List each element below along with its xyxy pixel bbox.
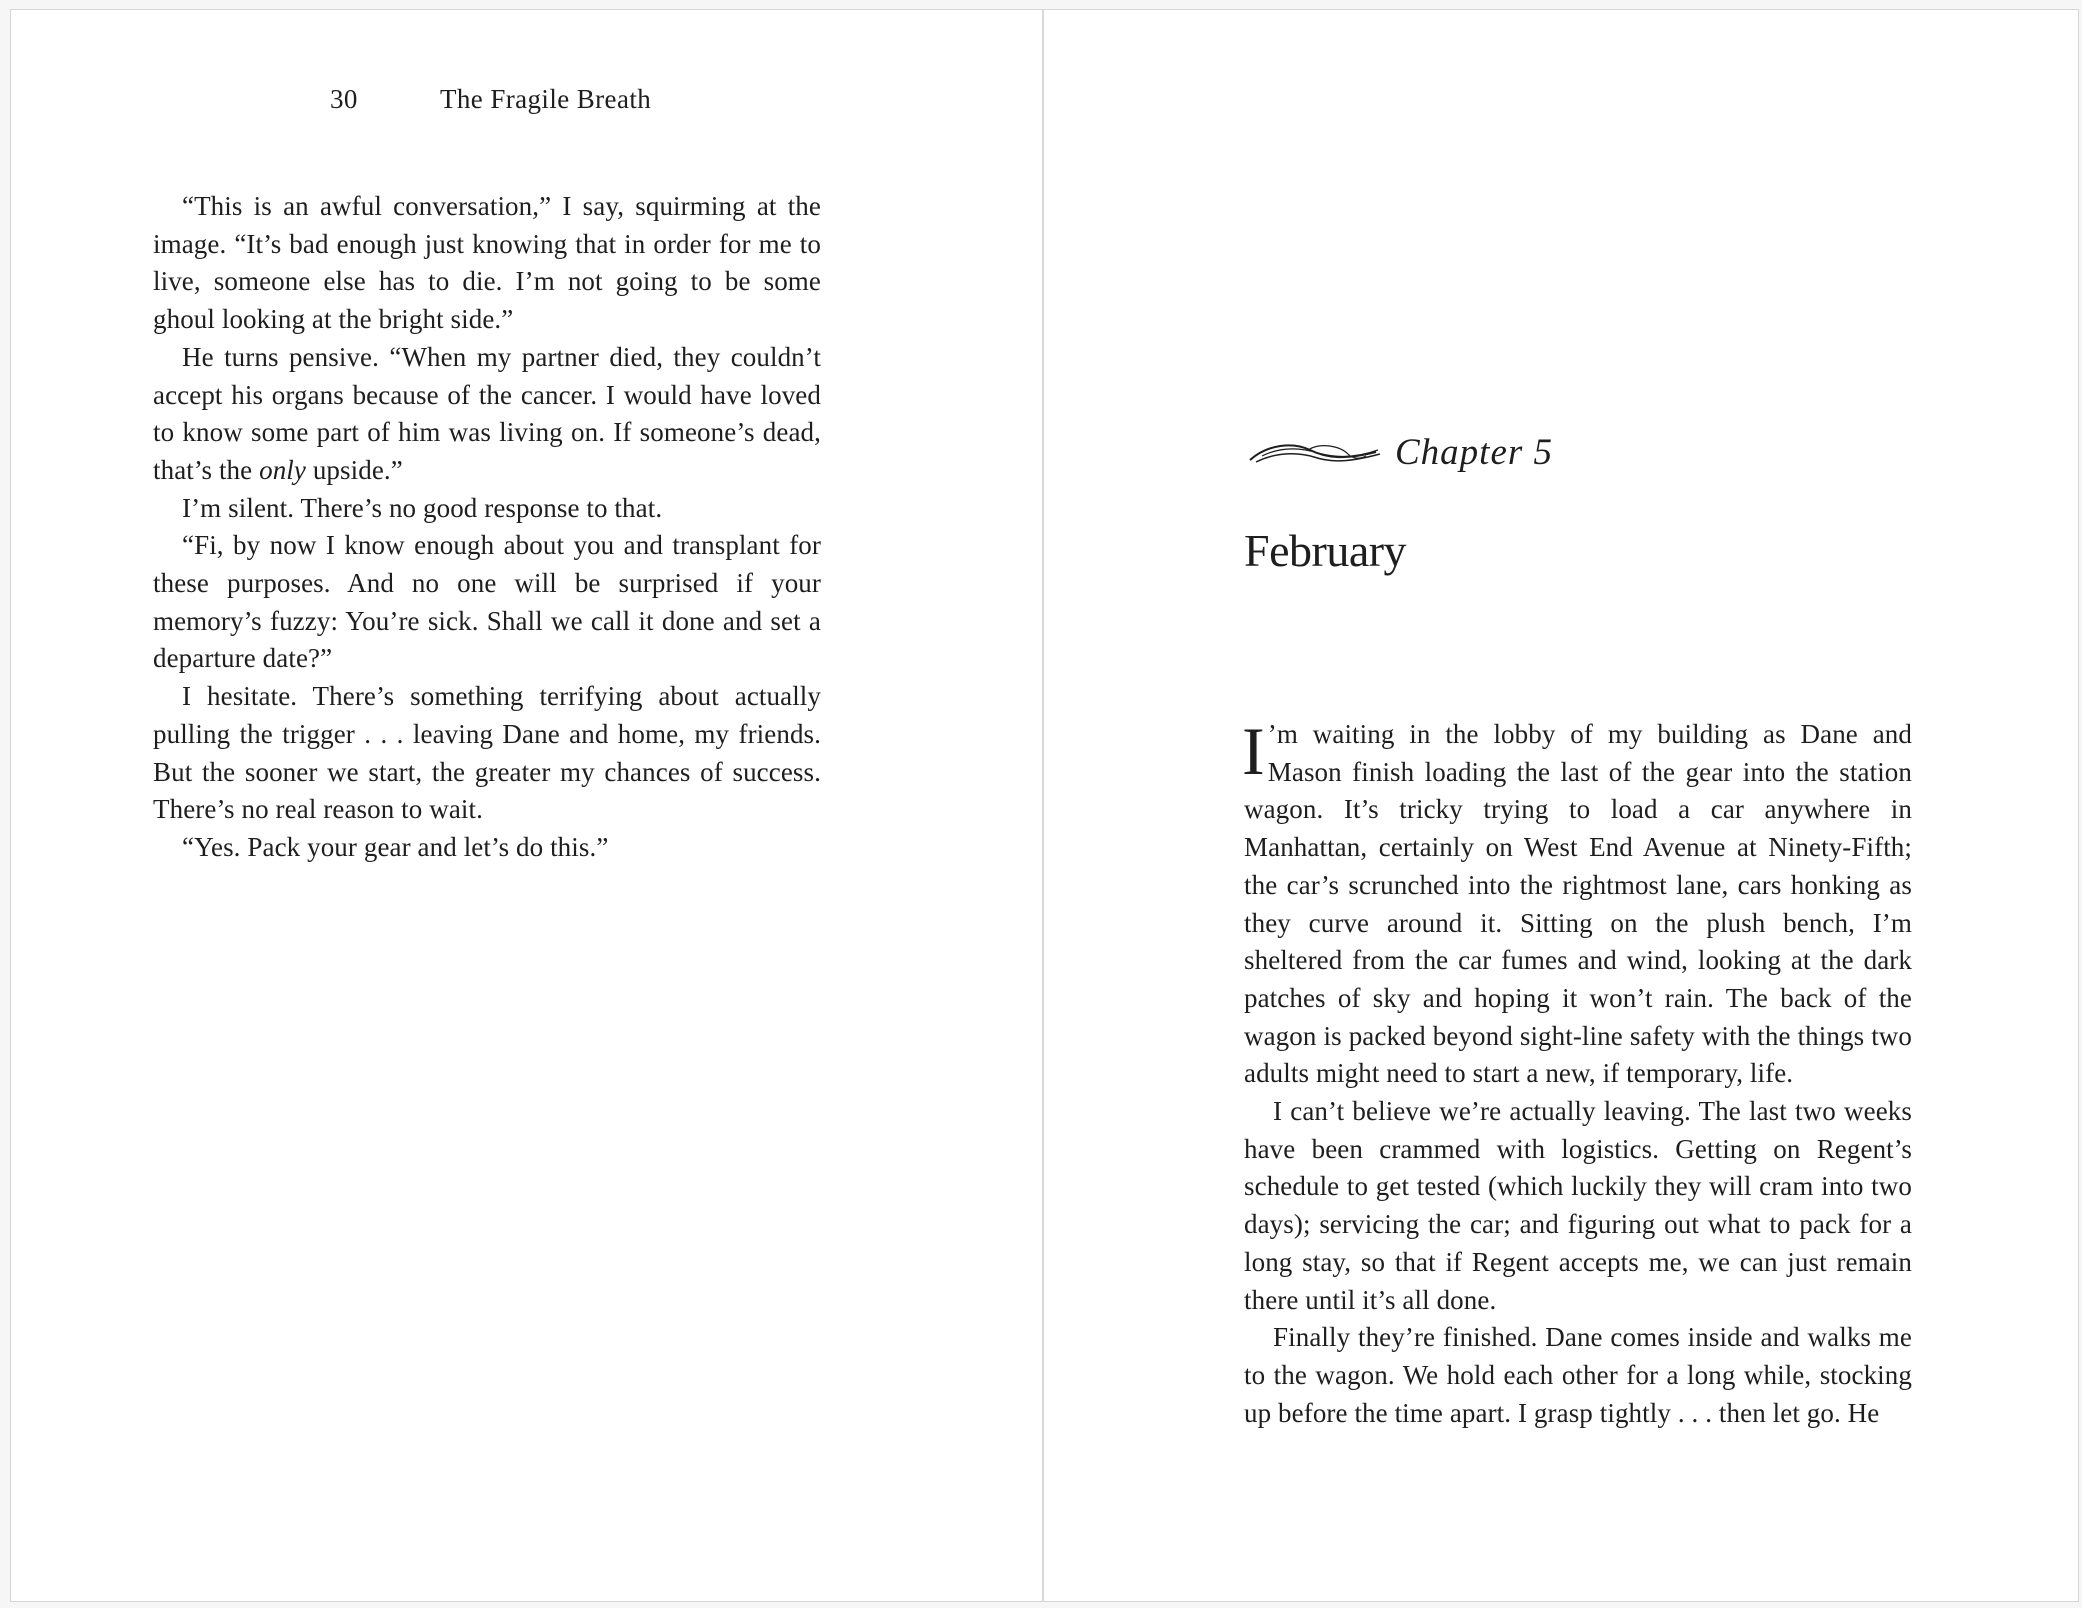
running-title: The Fragile Breath — [440, 84, 652, 114]
running-head — [330, 84, 651, 115]
paragraph: “Fi, by now I know enough about you and transplant for these purposes. And no one will be surprised if your memory’s fuzzy: You’re sick. Shall we call it done and set a departure date?” — [153, 530, 821, 674]
paragraph: I hesitate. There’s something terrifying about actually pulling the trigger . . . leaving Dane and home, my friends. But the sooner we start, the greater my chances of success. There’s no real reason to wait. — [153, 681, 821, 825]
emphasis: only — [259, 454, 306, 485]
chapter-label: Chapter 5 — [1395, 431, 1554, 473]
paragraph: “Yes. Pack your gear and let’s do this.” — [182, 831, 609, 862]
paragraph: “This is an awful conversation,” I say, squirming at the image. “It’s bad enough just knowing that in order for me to live, someone else has to die. I’m not going to be some ghoul looking at the bright side.” — [153, 191, 821, 335]
chapter-heading — [1248, 430, 1553, 474]
paragraph: I’m silent. There’s no good response to that. — [182, 492, 663, 523]
left-page-text — [153, 188, 821, 867]
swash-flourish-icon — [1248, 430, 1383, 474]
paragraph: He turns pensive. “When my partner died, they couldn’t accept his organs because of the cancer. I would have loved to know some part of him was living on. If someone’s dead, that’s the only upside.” — [153, 341, 821, 485]
paragraph: Finally they’re finished. Dane comes inside and walks me to the wagon. We hold each other for a long while, stocking up before the time apart. I grasp tightly . . . then let go. He — [1244, 1322, 1912, 1428]
opening-paragraph: I ’m waiting in the lobby of my building as Dane and Mason finish loading the last of the gear into the station wagon. It’s tricky trying to load a car anywhere in Manhattan, certainly on West End Avenue at Ninety-Fifth; the car’s scrunched into the rightmost lane, cars honking as they curve around it. Sitting on the plush bench, I’m sheltered from the car fumes and wind, looking at the dark patches of sky and hoping it won’t rain. The back of the wagon is packed beyond sight-line safety with the things two adults might need to start a new, if temporary, life. — [1242, 713, 1912, 1089]
paragraph: I can’t believe we’re actually leaving. The last two weeks have been crammed with logistics. Getting on Regent’s schedule to get tested (which luckily they will cram into two days); servicing the car; and figuring out what to pack for a long stay, so that if Regent accepts me, we can just remain there until it’s all done. — [1244, 1096, 1912, 1315]
chapter-title: February — [1244, 525, 1407, 576]
right-page-text — [1242, 713, 1912, 1432]
drop-cap: I — [1242, 713, 1265, 789]
page-gutter — [1042, 10, 1044, 1601]
page-number: 30 — [330, 84, 358, 114]
